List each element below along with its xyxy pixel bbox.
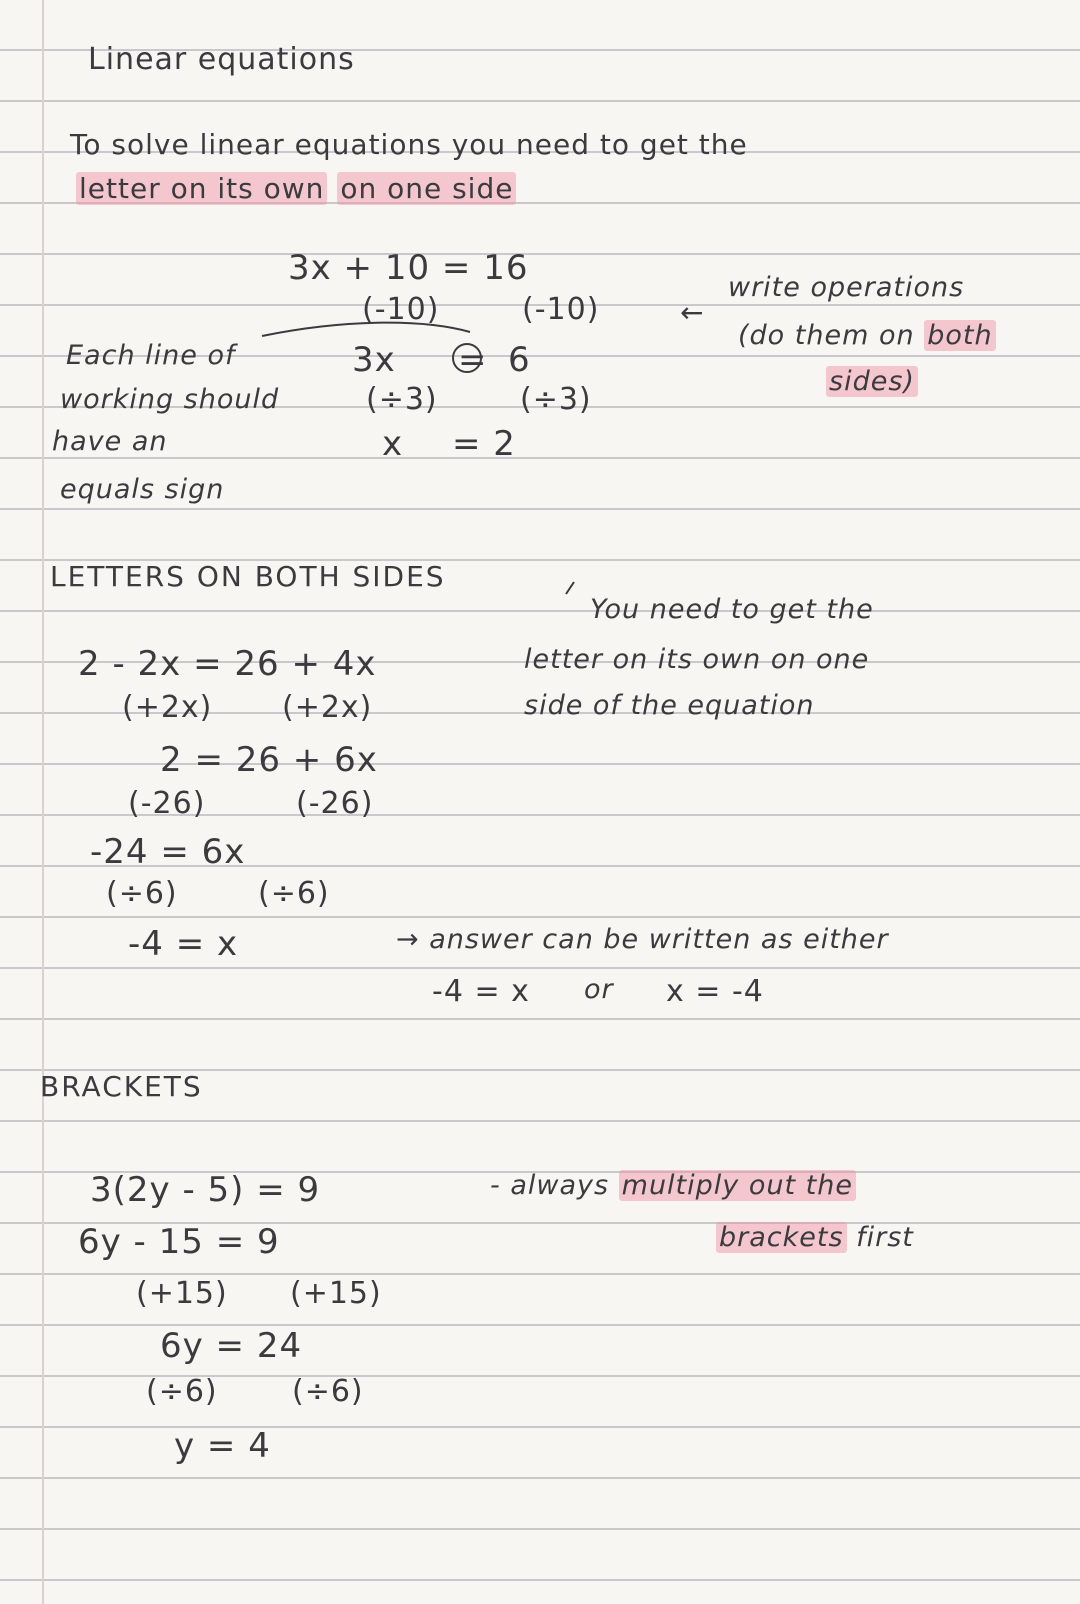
section3-line-6: y = 4 — [174, 1426, 271, 1466]
side-note-right-2 — [738, 320, 996, 351]
section2-answer-note: → answer can be written as either — [396, 924, 889, 955]
section3-note-line-2 — [716, 1222, 914, 1253]
page-title: Linear equations — [88, 42, 355, 77]
section2-line-3: 2 = 26 + 6x — [160, 740, 378, 780]
section3-note-highlight-1: multiply out the — [619, 1170, 856, 1201]
side-note-right-1: write operations — [728, 272, 965, 303]
example1-result-right: = 2 — [452, 424, 516, 464]
section2-note-3: side of the equation — [524, 690, 815, 721]
section2-heading: LETTERS ON BOTH SIDES — [50, 560, 446, 593]
intro-line-1: To solve linear equations you need to get the — [70, 128, 748, 161]
section2-line-1: 2 - 2x = 26 + 4x — [78, 644, 377, 684]
side-note-right-3-highlight: sides) — [826, 366, 918, 397]
example1-result-left: x — [382, 424, 404, 464]
example1-op2-right: (÷3) — [520, 382, 592, 417]
side-note-right-3 — [826, 366, 918, 397]
section3-line-1: 3(2y - 5) = 9 — [90, 1170, 321, 1210]
section2-op-1-right: (+2x) — [282, 690, 373, 725]
example1-op2-left: (÷3) — [366, 382, 438, 417]
example1-equation: 3x + 10 = 16 — [288, 248, 529, 288]
section3-op-1-right: (+15) — [290, 1276, 382, 1311]
side-note-left-3: have an — [52, 426, 168, 457]
margin-line — [42, 0, 44, 1604]
section2-op-2-left: (-26) — [128, 786, 206, 821]
section2-op-1-left: (+2x) — [122, 690, 213, 725]
section2-op-3-right: (÷6) — [258, 876, 330, 911]
example1-step2-right: 6 — [508, 340, 531, 380]
section3-note-line-1 — [490, 1170, 856, 1201]
section2-note-2: letter on its own on one — [524, 644, 870, 675]
intro-line-2 — [76, 172, 516, 205]
section2-line-7: -4 = x — [128, 924, 239, 964]
side-note-left-4: equals sign — [60, 474, 225, 505]
example1-step2-eq: = — [458, 340, 488, 380]
section3-note-prefix: - always — [490, 1170, 610, 1201]
section3-note-highlight-2: brackets — [716, 1222, 847, 1253]
section3-line-4: 6y = 24 — [160, 1326, 303, 1366]
example1-step2-left: 3x — [352, 340, 396, 380]
section2-answer-form-2: x = -4 — [666, 974, 764, 1009]
intro-highlight-a: letter on its own — [76, 172, 327, 205]
section2-answer-form-1: -4 = x — [432, 974, 530, 1009]
section3-note-suffix: first — [856, 1222, 914, 1253]
side-note-left-2: working should — [60, 384, 280, 415]
intro-highlight-b: on one side — [337, 172, 516, 205]
section3-line-2: 6y - 15 = 9 — [78, 1222, 280, 1262]
section3-op-2-right: (÷6) — [292, 1374, 364, 1409]
section3-heading: BRACKETS — [40, 1070, 203, 1103]
section3-op-2-left: (÷6) — [146, 1374, 218, 1409]
section3-op-1-left: (+15) — [136, 1276, 228, 1311]
section2-line-5: -24 = 6x — [90, 832, 246, 872]
section2-op-3-left: (÷6) — [106, 876, 178, 911]
section2-note-1: You need to get the — [590, 594, 874, 625]
example1-op1-right: (-10) — [522, 292, 600, 327]
side-note-right-2-plain: (do them on — [738, 320, 915, 351]
side-note-arrow: ← — [680, 296, 705, 329]
example1-op1-left: (-10) — [362, 292, 440, 327]
side-note-right-2-highlight: both — [924, 320, 995, 351]
section2-op-2-right: (-26) — [296, 786, 374, 821]
side-note-left-1: Each line of — [66, 340, 236, 371]
section2-answer-or: or — [584, 974, 614, 1005]
